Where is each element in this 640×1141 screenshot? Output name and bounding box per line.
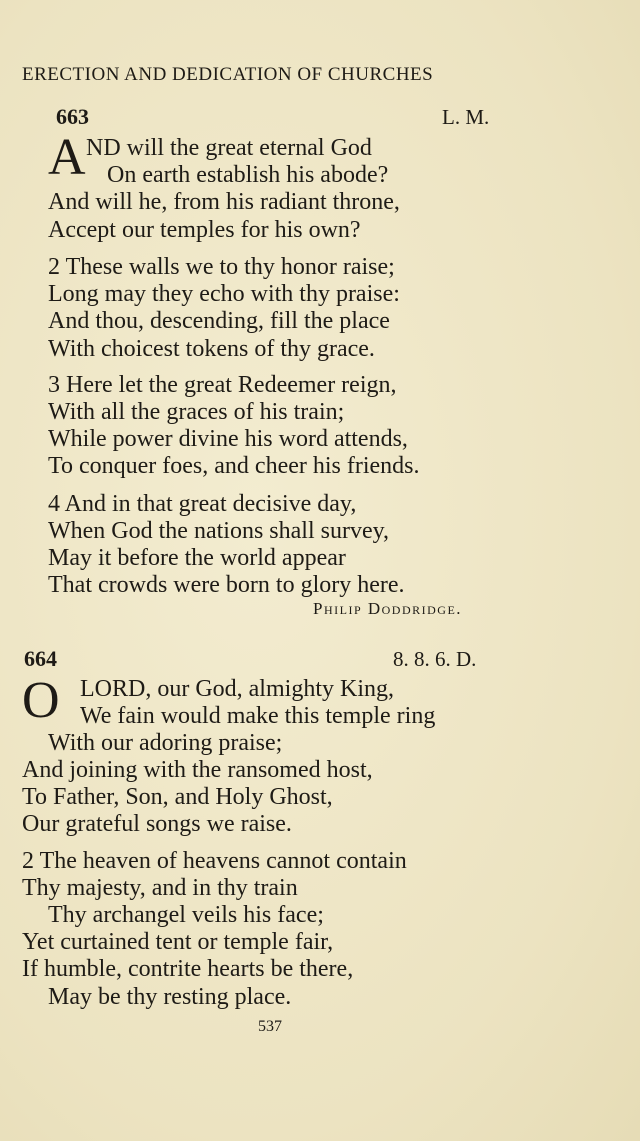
verse-line: On earth establish his abode? bbox=[107, 162, 389, 188]
verse-line: With choicest tokens of thy grace. bbox=[48, 336, 375, 362]
verse-line: Thy majesty, and in thy train bbox=[22, 875, 298, 901]
verse-line: Long may they echo with thy praise: bbox=[48, 281, 400, 307]
verse-line: While power divine his word attends, bbox=[48, 426, 408, 452]
page-header: ERECTION AND DEDICATION OF CHURCHES bbox=[22, 64, 434, 85]
verse-line: To Father, Son, and Holy Ghost, bbox=[22, 784, 333, 810]
verse-line: To conquer foes, and cheer his friends. bbox=[48, 453, 420, 479]
hymn-664-dropcap: O bbox=[22, 672, 60, 729]
verse-line: May be thy resting place. bbox=[48, 984, 292, 1010]
verse-line: 4 And in that great decisive day, bbox=[48, 491, 357, 517]
verse-line: Our grateful songs we raise. bbox=[22, 811, 292, 837]
hymn-663-number: 663 bbox=[56, 104, 89, 129]
hymn-664-meter: 8. 8. 6. D. bbox=[393, 647, 477, 671]
verse-line: With our adoring praise; bbox=[48, 730, 283, 756]
verse-line: LORD, our God, almighty King, bbox=[80, 676, 394, 702]
verse-line: Yet curtained tent or temple fair, bbox=[22, 929, 334, 955]
verse-line: When God the nations shall survey, bbox=[48, 518, 390, 544]
verse-line: And thou, descending, fill the place bbox=[48, 308, 390, 334]
verse-line: 3 Here let the great Redeemer reign, bbox=[48, 372, 397, 398]
page-number: 537 bbox=[258, 1018, 282, 1035]
hymn-664-number: 664 bbox=[24, 646, 57, 671]
verse-line: May it before the world appear bbox=[48, 545, 346, 571]
verse-line: Accept our temples for his own? bbox=[48, 217, 361, 243]
hymn-663-author: Philip Doddridge. bbox=[313, 599, 463, 618]
verse-line: And joining with the ransomed host, bbox=[22, 757, 373, 783]
hymn-663-dropcap: A bbox=[48, 129, 86, 186]
verse-line: 2 These walls we to thy honor raise; bbox=[48, 254, 395, 280]
verse-line: If humble, contrite hearts be there, bbox=[22, 956, 354, 982]
verse-line: Thy archangel veils his face; bbox=[48, 902, 324, 928]
verse-line: 2 The heaven of heavens cannot contain bbox=[22, 848, 407, 874]
verse-line: With all the graces of his train; bbox=[48, 399, 345, 425]
hymn-663-meter: L. M. bbox=[442, 105, 490, 129]
verse-line: And will he, from his radiant throne, bbox=[48, 189, 400, 215]
verse-line: ND will the great eternal God bbox=[86, 135, 372, 161]
verse-line: That crowds were born to glory here. bbox=[48, 572, 405, 598]
verse-line: We fain would make this temple ring bbox=[80, 703, 436, 729]
